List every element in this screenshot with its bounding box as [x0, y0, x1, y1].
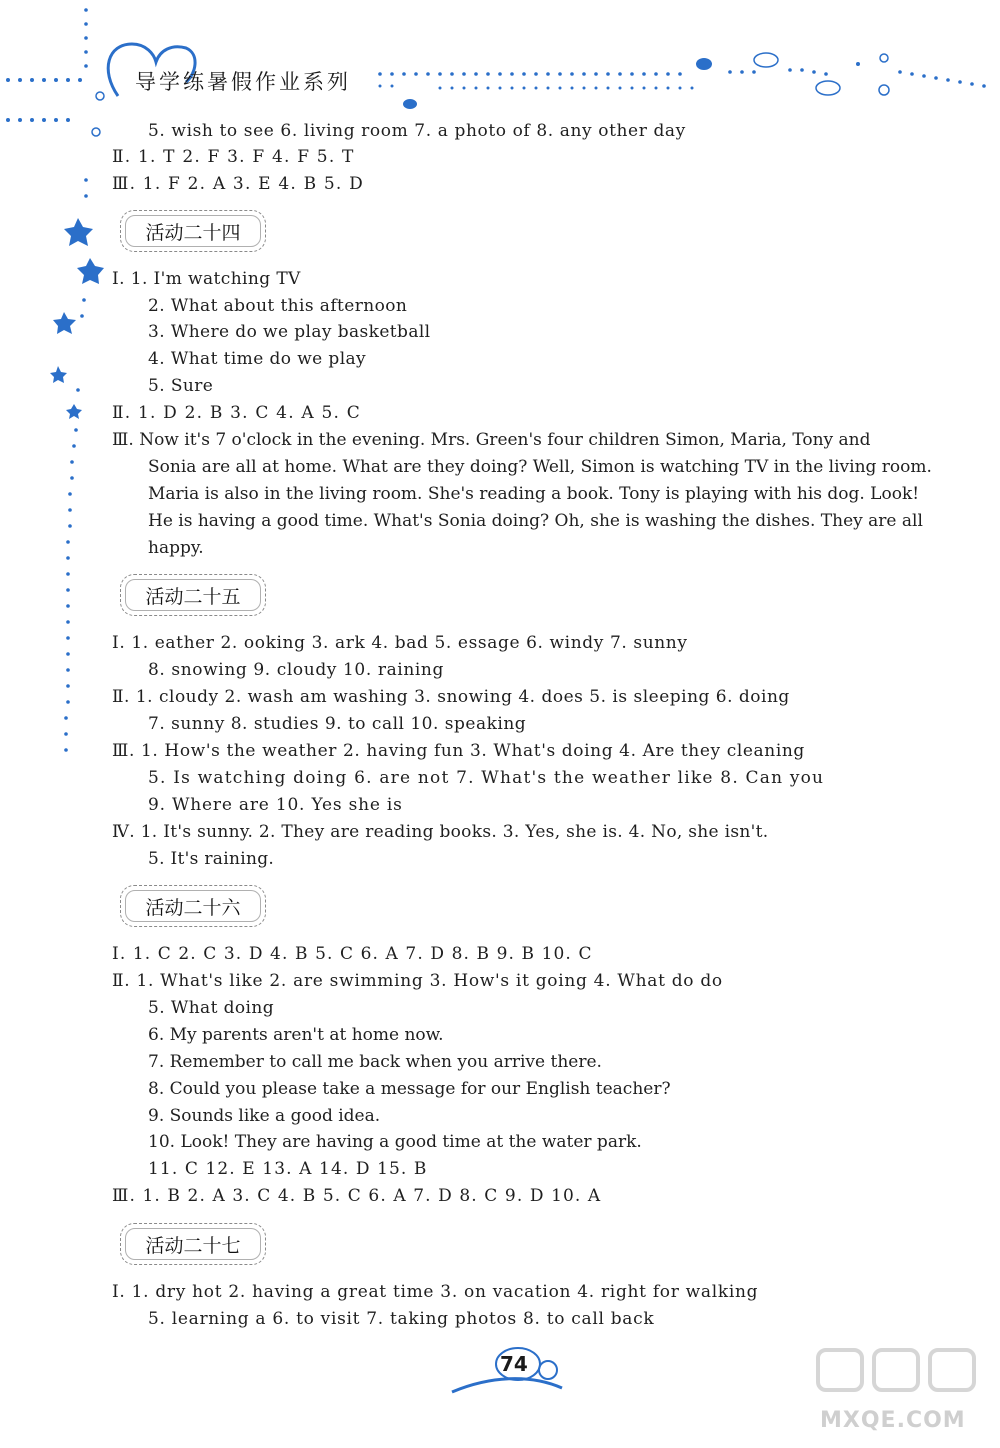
flower-icon [880, 54, 888, 62]
section-title: 活动二十七 [145, 1235, 241, 1257]
answer-line: 7. sunny 8. studies 9. to call 10. speaking [148, 714, 527, 734]
answer-line: Ⅱ. 1. D 2. B 3. C 4. A 5. C [112, 403, 361, 423]
answer-line: Ⅰ. 1. I'm watching TV [112, 269, 301, 289]
answer-line: Sonia are all at home. What are they doing? Well, Simon is watching TV in the living room. [148, 457, 932, 477]
answer-line: Ⅳ. 1. It's sunny. 2. They are reading books. 3. Yes, she is. 4. No, she isn't. [112, 822, 769, 842]
section-banner [120, 885, 266, 927]
answer-line: 5. learning a 6. to visit 7. taking photos 8. to call back [148, 1309, 655, 1329]
answer-line: 5. What doing [148, 998, 275, 1018]
star-icon [50, 366, 67, 383]
star-icon [53, 312, 76, 334]
answer-line: Ⅲ. 1. How's the weather 2. having fun 3. What's doing 4. Are they cleaning [112, 741, 805, 761]
answer-line: Ⅲ. 1. B 2. A 3. C 4. B 5. C 6. A 7. D 8. C 9. D 10. A [112, 1186, 602, 1206]
answer-line: happy. [148, 538, 204, 558]
answer-line: 8. Could you please take a message for our English teacher? [148, 1079, 671, 1099]
answer-line: 5. wish to see 6. living room 7. a photo of 8. any other day [148, 121, 686, 141]
star-icon [64, 218, 93, 246]
flower-icon [92, 128, 100, 136]
answer-line: 9. Sounds like a good idea. [148, 1106, 381, 1126]
answer-line: Ⅰ. 1. C 2. C 3. D 4. B 5. C 6. A 7. D 8. B 9. B 10. C [112, 944, 593, 964]
answer-line: 7. Remember to call me back when you arrive there. [148, 1052, 602, 1072]
series-title: 导学练暑假作业系列 [135, 70, 351, 94]
dot-icon [856, 62, 860, 66]
star-icon [77, 258, 104, 284]
section-banner [120, 1223, 266, 1265]
answer-line: Ⅱ. 1. What's like 2. are swimming 3. How's it going 4. What do do [112, 971, 723, 991]
header-dots-right [378, 68, 986, 89]
answer-line: He is having a good time. What's Sonia doing? Oh, she is washing the dishes. They are all [148, 511, 923, 531]
answer-line: Ⅱ. 1. T 2. F 3. F 4. F 5. T [112, 147, 355, 167]
section-banner [120, 210, 266, 252]
cloud-icon [754, 53, 778, 67]
answer-line: Ⅱ. 1. cloudy 2. wash am washing 3. snowing 4. does 5. is sleeping 6. doing [112, 687, 790, 707]
answer-line: Ⅲ. 1. F 2. A 3. E 4. B 5. D [112, 174, 364, 194]
answer-line: 6. My parents aren't at home now. [148, 1025, 444, 1045]
flower-icon [879, 85, 889, 95]
answer-line: 5. Is watching doing 6. are not 7. What's the weather like 8. Can you [148, 768, 825, 788]
star-icon [66, 404, 82, 419]
answer-line: Ⅰ. 1. eather 2. ooking 3. ark 4. bad 5. essage 6. windy 7. sunny [112, 633, 688, 653]
bird-icon [696, 58, 712, 70]
answer-line: 11. C 12. E 13. A 14. D 15. B [148, 1159, 428, 1179]
watermark-text: MXQE.COM [820, 1408, 966, 1433]
answer-line: Maria is also in the living room. She's reading a book. Tony is playing with his dog. Look! [148, 484, 920, 504]
cloud-icon [816, 81, 840, 95]
answer-line: 2. What about this afternoon [148, 296, 408, 316]
answer-line: 5. Sure [148, 376, 214, 396]
answer-line: 10. Look! They are having a good time at the water park. [148, 1132, 642, 1152]
answer-line: 9. Where are 10. Yes she is [148, 795, 403, 815]
section-title: 活动二十四 [145, 222, 241, 244]
answer-line: 4. What time do we play [148, 349, 367, 369]
answer-line: 5. It's raining. [148, 849, 275, 869]
section-title: 活动二十五 [145, 586, 241, 608]
bird-icon [403, 99, 417, 109]
section-banner [120, 574, 266, 616]
flower-icon [96, 92, 104, 100]
page-number-circle-small [539, 1361, 557, 1379]
header-dots [6, 78, 82, 122]
answer-line: 3. Where do we play basketball [148, 322, 431, 342]
answer-line: Ⅰ. 1. dry hot 2. having a great time 3. on vacation 4. right for walking [112, 1282, 759, 1302]
answer-line: 8. snowing 9. cloudy 10. raining [148, 660, 444, 680]
section-title: 活动二十六 [145, 897, 241, 919]
page-number: 74 [500, 1352, 528, 1376]
answer-line: Ⅲ. Now it's 7 o'clock in the evening. Mrs. Green's four children Simon, Maria, Tony and [112, 430, 871, 450]
page-swoosh [452, 1379, 562, 1392]
